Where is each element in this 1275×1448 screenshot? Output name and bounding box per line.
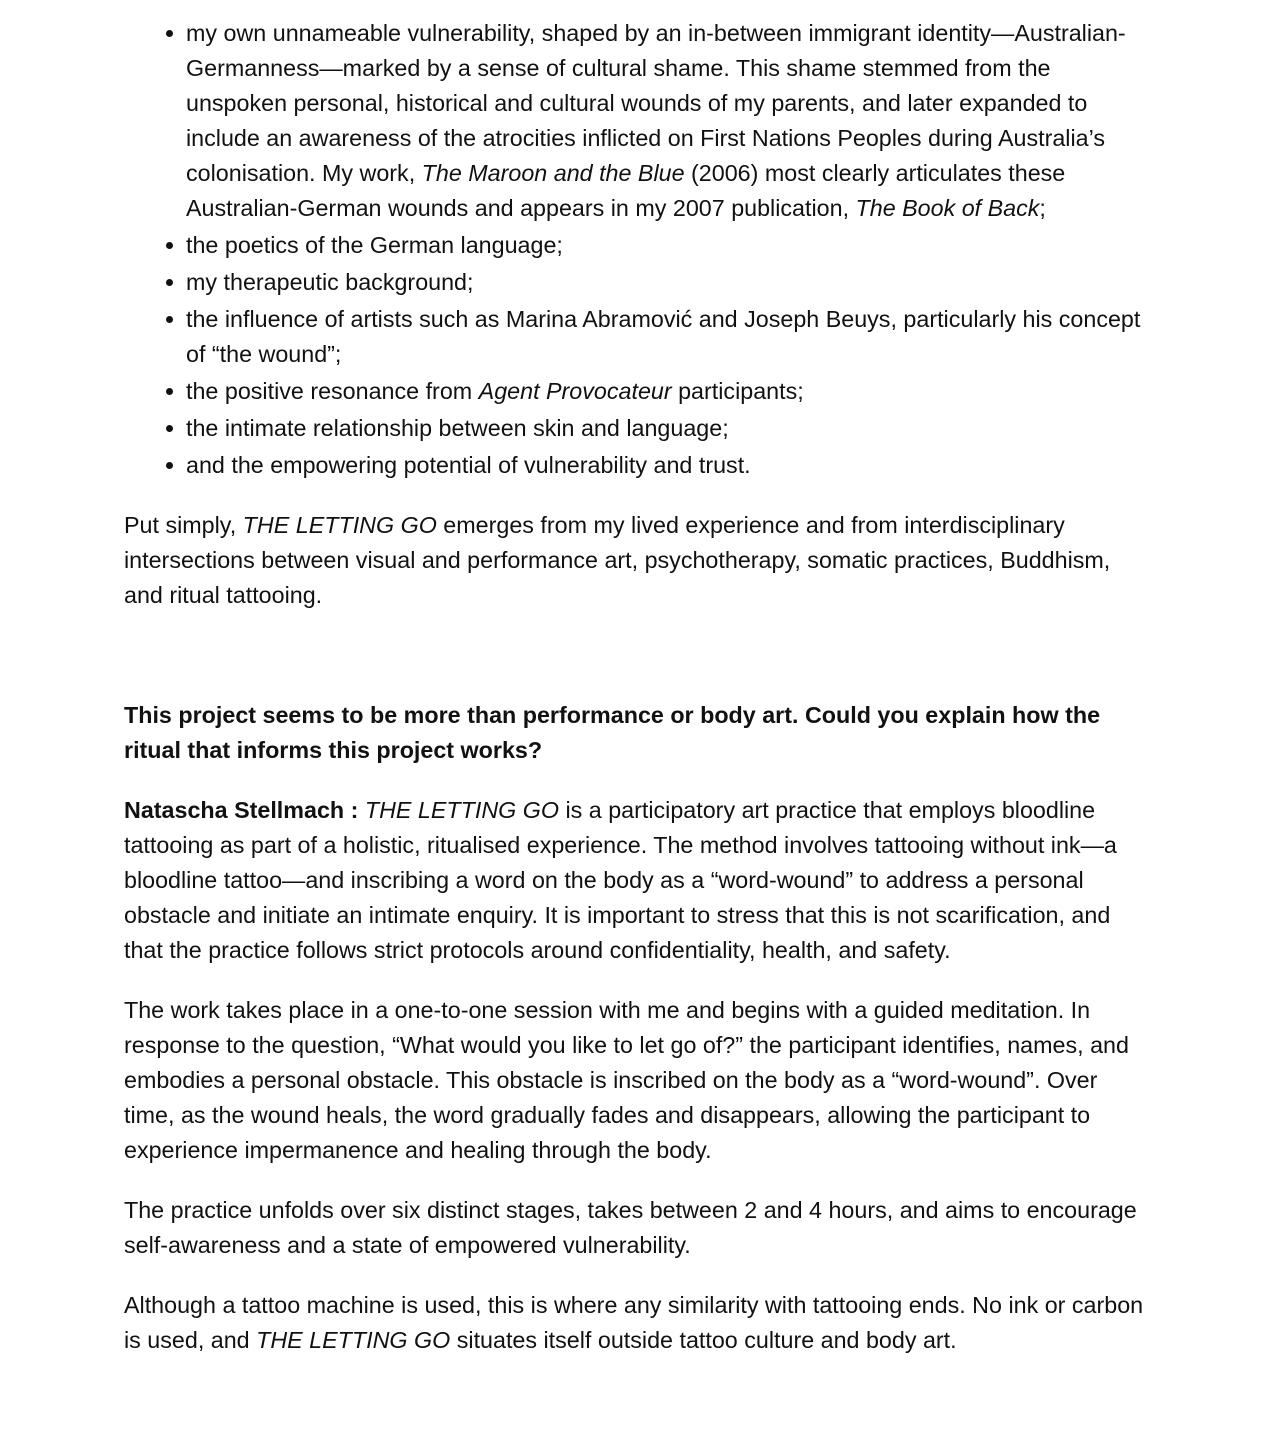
list-item	[186, 374, 1154, 409]
work-title: The Maroon and the Blue	[421, 160, 685, 186]
list-item-text: my own unnameable vulnerability, shaped by an in-between immigrant identity—Australian-Germanness—marked by a sense of cultural shame. This shame stemmed from the unspoken personal, historical and cultural wounds of my parents, and later expanded to include an awareness of the atrocities inflicted on First Nations Peoples during Australia’s colonisation. My work,	[186, 20, 1126, 186]
answer-text: Although a tattoo machine is used, this is where any similarity with tattooing ends. No ink or carbon is used, and	[124, 1292, 1144, 1353]
summary-paragraph	[124, 508, 1154, 613]
project-title: THE LETTING GO	[364, 797, 559, 823]
list-item-text: the positive resonance from	[186, 378, 479, 404]
list-item-text: the poetics of the German language;	[186, 232, 563, 258]
list-item-text: my therapeutic background;	[186, 269, 474, 295]
project-title: THE LETTING GO	[242, 512, 437, 538]
answer-paragraph-4	[124, 1288, 1154, 1358]
answer-text: situates itself outside tattoo culture and body art.	[450, 1327, 957, 1353]
project-title: THE LETTING GO	[256, 1327, 451, 1353]
list-item	[186, 228, 1154, 263]
list-item	[186, 265, 1154, 300]
summary-rest: emerges from my lived experience and from interdisciplinary intersections between visual and performance art, psychotherapy, somatic practices, Buddhism, and ritual tattooing.	[124, 512, 1111, 608]
list-item	[186, 411, 1154, 446]
list-item-text: and the empowering potential of vulnerability and trust.	[186, 452, 751, 478]
list-item-text: participants;	[671, 378, 804, 404]
list-item-text: ;	[1039, 195, 1046, 221]
speaker-name: Natascha Stellmach :	[124, 797, 359, 823]
answer-paragraph-2: The work takes place in a one-to-one session with me and begins with a guided meditation. In response to the question, “What would you like to let go of?” the participant identifies, names, and embodies a personal obstacle. This obstacle is inscribed on the body as a “word-wound”. Over time, as the wound heals, the word gradually fades and disappears, allowing the participant to experience impermanence and healing through the body.	[124, 997, 1129, 1163]
answer-paragraph-1	[124, 793, 1154, 968]
work-title: The Book of Back	[855, 195, 1040, 221]
list-item-text: the influence of artists such as Marina Abramović and Joseph Beuys, particularly his concept of “the wound”;	[186, 306, 1141, 367]
interview-question: This project seems to be more than performance or body art. Could you explain how the ritual that informs this project works?	[124, 702, 1101, 763]
article-body	[124, 16, 1154, 1358]
work-title: Agent Provocateur	[478, 378, 672, 404]
influences-list	[124, 16, 1154, 483]
list-item-text: the intimate relationship between skin and language;	[186, 415, 729, 441]
list-item	[186, 448, 1154, 483]
answer-text: is a participatory art practice that employs bloodline tattooing as part of a holistic, ritualised experience. The method involves tattooing without ink—a bloodline tattoo—and inscribing a word on the body as a “word-wound” to address a personal obstacle and initiate an intimate enquiry. It is important to stress that this is not scarification, and that the practice follows strict protocols around confidentiality, health, and safety.	[124, 797, 1117, 963]
list-item	[186, 16, 1154, 226]
answer-paragraph-3: The practice unfolds over six distinct stages, takes between 2 and 4 hours, and aims to encourage self-awareness and a state of empowered vulnerability.	[124, 1197, 1137, 1258]
list-item	[186, 302, 1154, 372]
summary-intro: Put simply,	[124, 512, 243, 538]
list-item-text: (2006) most clearly articulates these Australian-German wounds and appears in my 2007 publication,	[186, 160, 1066, 221]
